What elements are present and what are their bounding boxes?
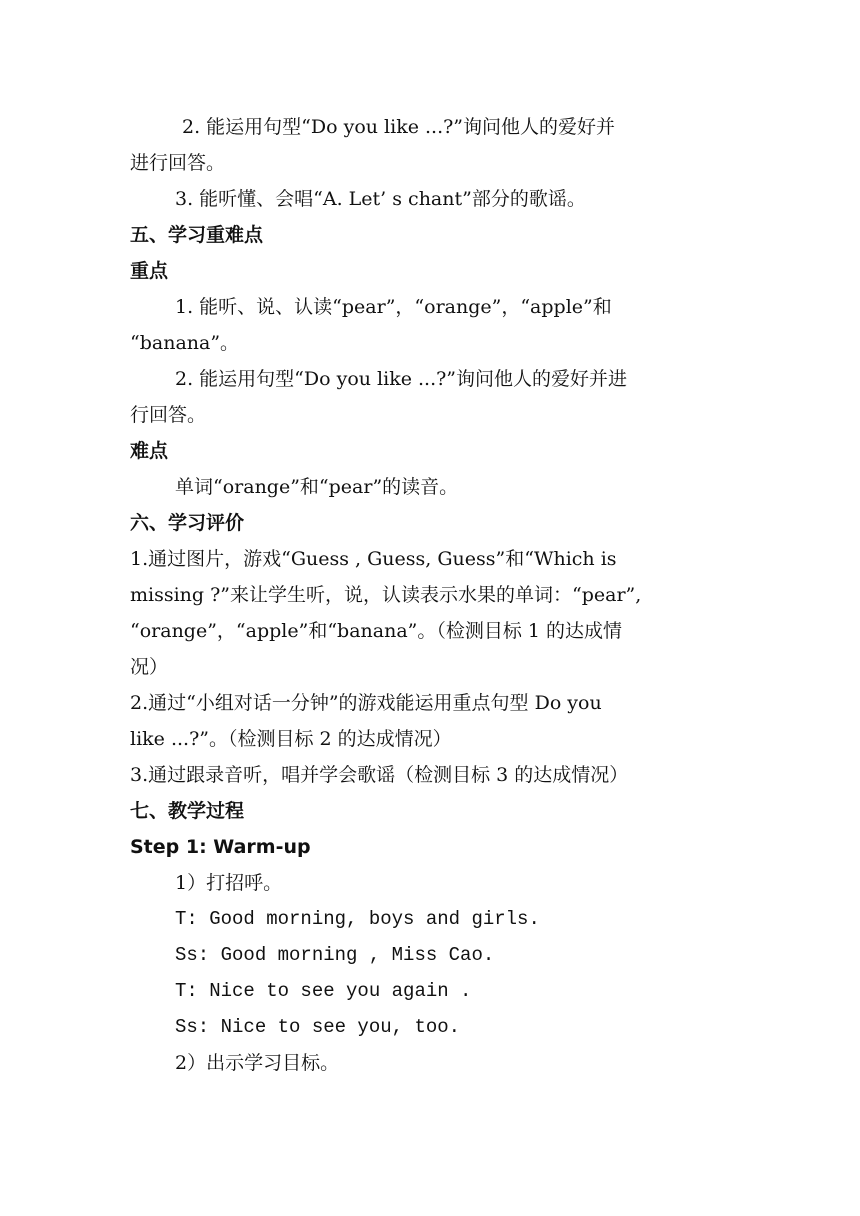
key-points-heading: 重点 [130, 260, 169, 282]
section-heading-6: 六、学习评价 [130, 512, 245, 534]
dialogue-line-1: T: Good morning, boys and girls. [175, 908, 540, 930]
step-1-heading: Step 1: Warm-up [130, 836, 311, 858]
evaluation-1-line-4: 况） [130, 656, 169, 678]
evaluation-2-line-2: like ...?”。（检测目标 2 的达成情况） [130, 728, 452, 750]
evaluation-3: 3.通过跟录音听，唱并学会歌谣（检测目标 3 的达成情况） [130, 764, 629, 786]
section-heading-5: 五、学习重难点 [130, 224, 264, 246]
dialogue-line-4: Ss: Nice to see you, too. [175, 1016, 461, 1038]
objective-3: 3. 能听懂、会唱“A. Let’ s chant”部分的歌谣。 [175, 188, 586, 210]
evaluation-1-line-2: missing ?”来让学生听，说，认读表示水果的单词：“pear”, [130, 584, 642, 606]
difficult-points-heading: 难点 [130, 440, 169, 462]
objective-2-line-2: 进行回答。 [130, 152, 226, 174]
evaluation-1-line-3: “orange”，“apple”和“banana”。（检测目标 1 的达成情 [130, 620, 623, 642]
evaluation-1-line-1: 1.通过图片，游戏“Guess , Guess, Guess”和“Which is [130, 548, 617, 570]
warmup-item-1: 1）打招呼。 [175, 872, 283, 894]
warmup-item-2: 2）出示学习目标。 [175, 1052, 340, 1074]
objective-2-line-1: 2. 能运用句型“Do you like ...?”询问他人的爱好并 [182, 116, 616, 138]
dialogue-line-2: Ss: Good morning , Miss Cao. [175, 944, 495, 966]
key-point-2-line-2: 行回答。 [130, 404, 207, 426]
key-point-2-line-1: 2. 能运用句型“Do you like ...?”询问他人的爱好并进 [175, 368, 628, 390]
key-point-1-line-1: 1. 能听、说、认读“pear”，“orange”，“apple”和 [175, 296, 612, 318]
section-heading-7: 七、教学过程 [130, 800, 245, 822]
evaluation-2-line-1: 2.通过“小组对话一分钟”的游戏能运用重点句型 Do you [130, 692, 602, 714]
key-point-1-line-2: “banana”。 [130, 332, 240, 354]
difficult-point: 单词“orange”和“pear”的读音。 [175, 476, 459, 498]
dialogue-line-3: T: Nice to see you again . [175, 980, 472, 1002]
